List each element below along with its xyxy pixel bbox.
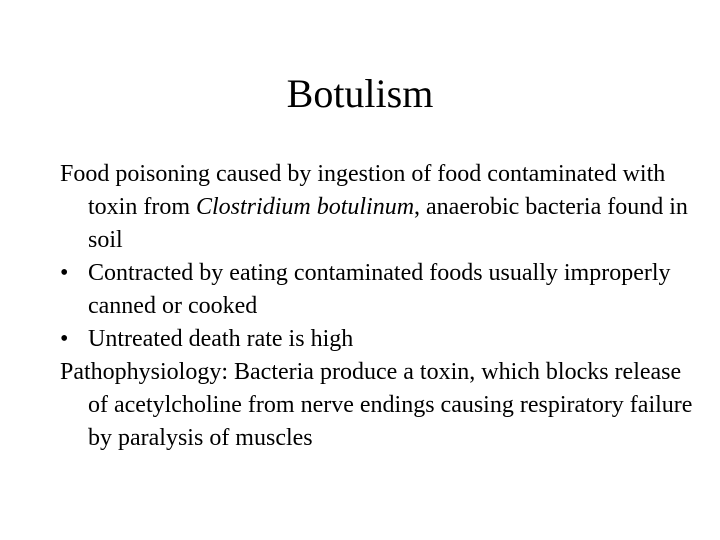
bullet-marker: • [60,326,69,352]
slide-title: Botulism [286,71,434,116]
bullet-text-death-rate: Untreated death rate is high [88,326,354,352]
bullet-marker: • [60,260,69,286]
pathophysiology-paragraph: Pathophysiology: Bacteria produce a toxin, which blocks release of acetylcholine from nerve endings causing respiratory failure by paralysis of muscles [60,359,693,451]
intro-text-start: Food poisoning caused by ingestion of food contaminated with toxin from [60,161,666,220]
bullet-item-death-rate [60,323,700,356]
intro-text-end: , anaerobic bacteria found in soil [88,194,688,253]
bullet-item-contracted [60,257,700,323]
intro-paragraph [60,158,700,257]
intro-organism-name: Clostridium botulinum [196,194,415,220]
slide-body [60,158,700,455]
bullet-text-contracted: Contracted by eating contaminated foods usually improperly canned or cooked [88,260,671,319]
